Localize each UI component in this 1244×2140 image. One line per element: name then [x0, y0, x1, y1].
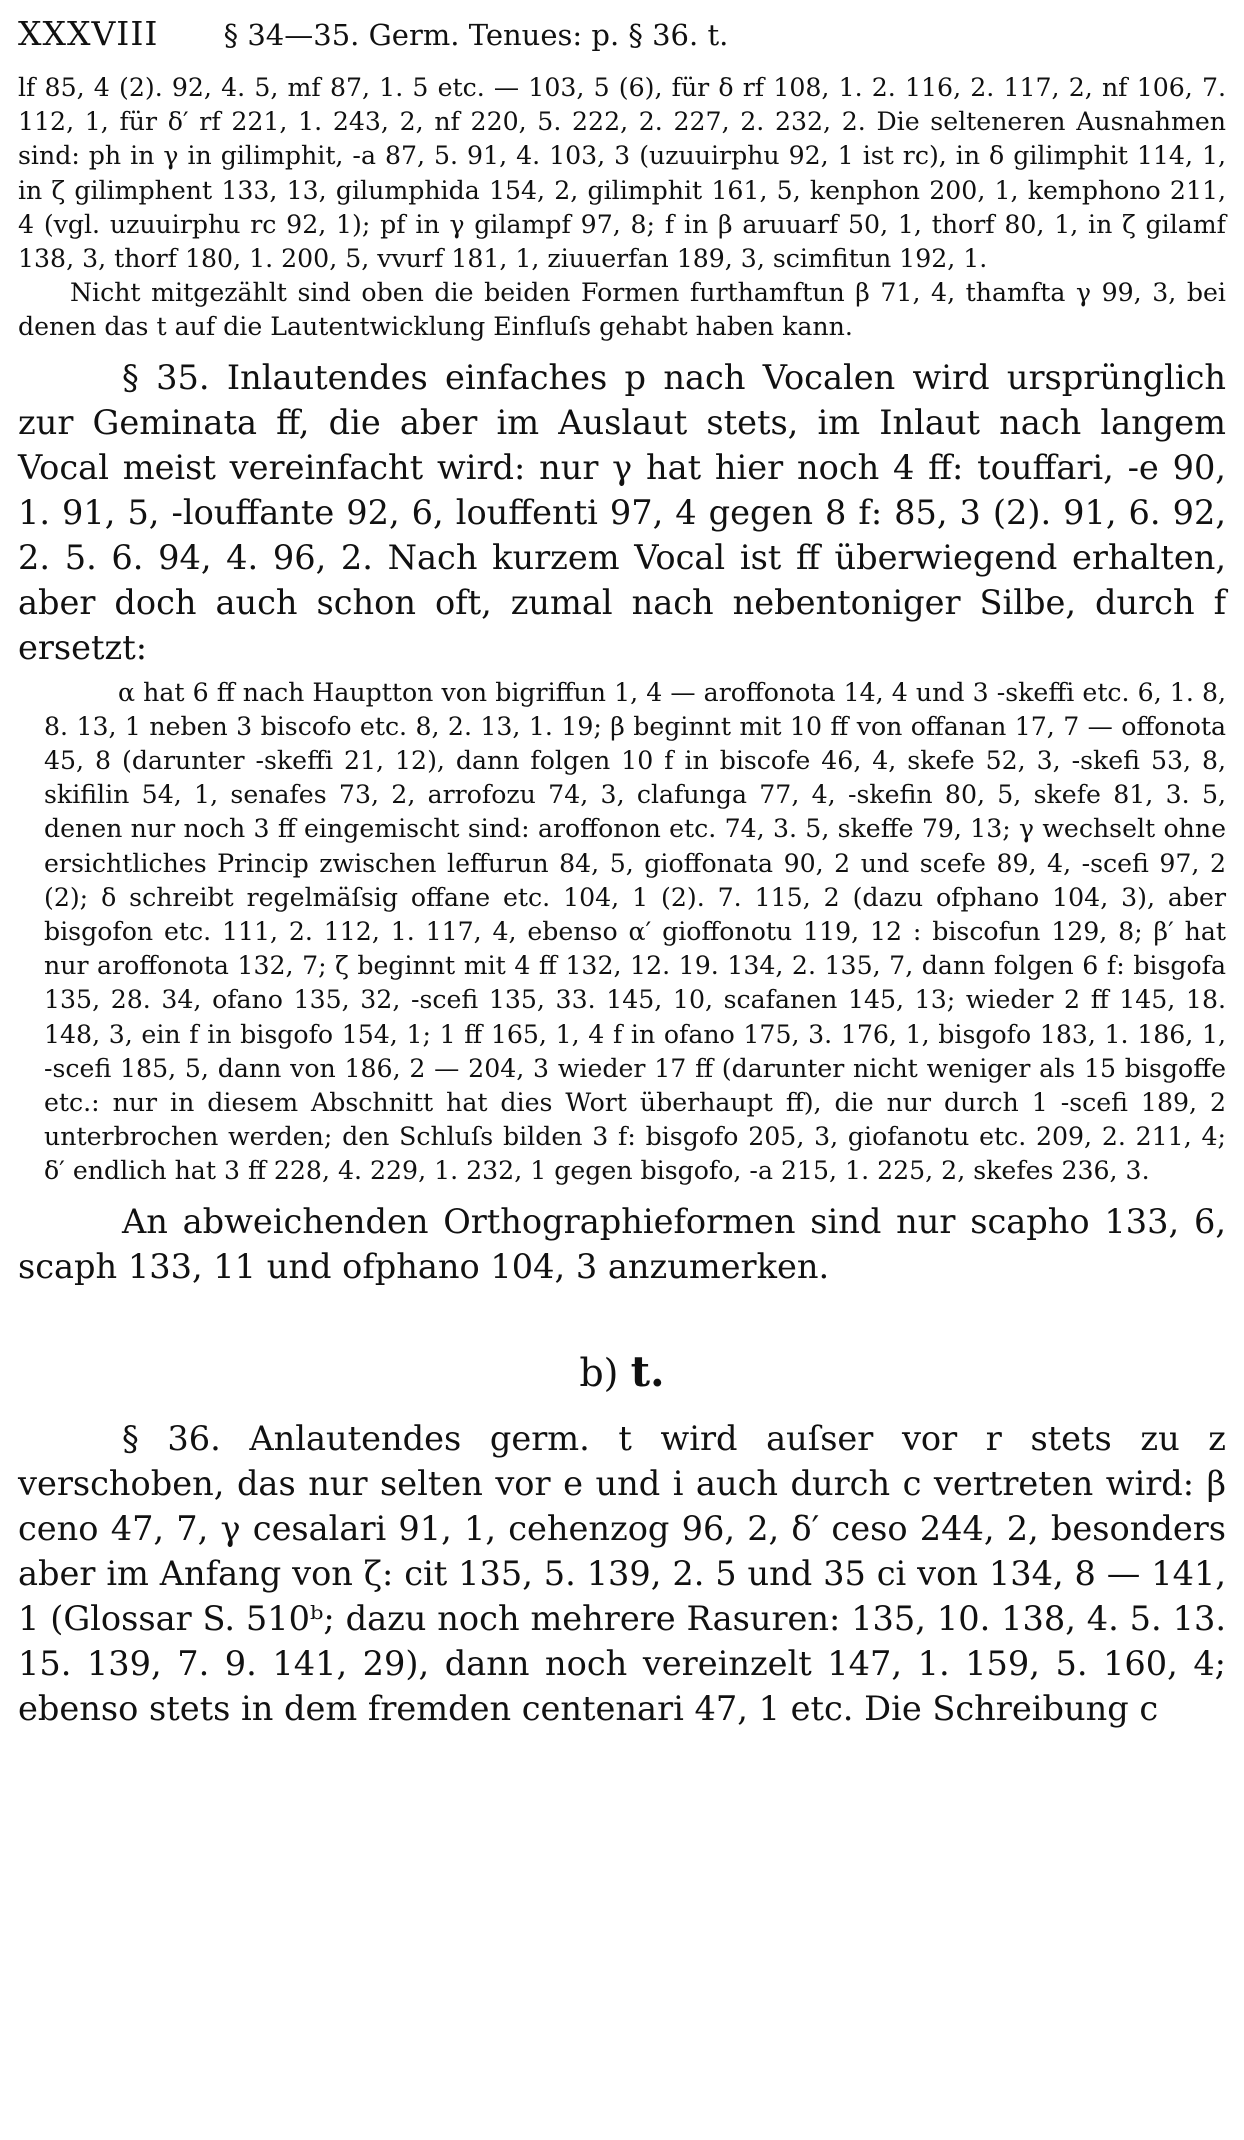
subsection-heading [18, 1347, 1226, 1398]
subsection-letter: t. [630, 1346, 665, 1396]
running-head [18, 14, 1226, 55]
page-number: XXXVIII [18, 14, 159, 53]
continuation-paragraph: lf 85, 4 (2). 92, 4. 5, mf 87, 1. 5 etc. — 103, 5 (6), für δ rf 108, 1. 2. 116, 2. 117, 2, nf 106, 7. 112, 1, für δ′ rf 221, 1. 243, 2, nf 220, 5. 222, 2. 227, 2. 232, 2. Die selteneren Ausnahmen sind: ph in γ in gilimphit, -a 87, 5. 91, 4. 103, 3 (uzuuirphu 92, 1 ist rc), in δ gilimphit 114, 1, in ζ gilimphent 133, 13, gilumphida 154, 2, gilimphit 161, 5, kenphon 200, 1, kemphono 211, 4 (vgl. uzuuirphu rc 92, 1); pf in γ gilampf 97, 8; f in β aruuarf 50, 1, thorf 80, 1, in ζ gilamf 138, 3, thorf 180, 1. 200, 5, vvurf 181, 1, ziuuerfan 189, 3, scimfitun 192, 1. [18, 73, 1226, 274]
running-title: Germ. Tenues: p. [368, 18, 620, 52]
next-section: § 36. t. [628, 18, 729, 52]
section-range: § 34—35. [223, 18, 360, 52]
subsection-label: b) [579, 1350, 619, 1395]
section-35-intro: § 35. Inlautendes einfaches p nach Vocalen wird ursprünglich zur Geminata ff, die aber im Auslaut stets, im Inlaut nach langem Vocal meist vereinfacht wird: nur γ hat hier noch 4 ff: touffari, -e 90, 1. 91, 5, -louffante 92, 6, louffenti 97, 4 gegen 8 f: 85, 3 (2). 91, 6. 92, 2. 5. 6. 94, 4. 96, 2. Nach kurzem Vocal ist ff überwiegend erhalten, aber doch auch schon oft, zumal nach nebentoniger Silbe, durch f ersetzt: [18, 357, 1226, 667]
note-paragraph: Nicht mitgezählt sind oben die beiden Formen furthamftun β 71, 4, thamfta γ 99, 3, bei denen das t auf die Lautentwicklung Einfluſs gehabt haben kann. [18, 278, 1226, 342]
section-35-detail: α hat 6 ff nach Hauptton von bigriffun 1, 4 — aroffonota 14, 4 und 3 -skeffi etc. 6, 1. 8, 8. 13, 1 neben 3 biscofo etc. 8, 2. 13, 1. 19; β beginnt mit 10 ff von offanan 17, 7 — offonota 45, 8 (darunter -skeffi 21, 12), dann folgen 10 f in biscofe 46, 4, skefe 52, 3, -skefi 53, 8, skifilin 54, 1, senafes 73, 2, arrofozu 74, 3, clafunga 77, 4, -skefin 80, 5, skefe 81, 3. 5, denen nur noch 3 ff eingemischt sind: aroffonon etc. 74, 3. 5, skeffe 79, 13; γ wechselt ohne ersichtliches Princip zwischen leffurun 84, 5, gioffonata 90, 2 und scefe 89, 4, -scefi 97, 2 (2); δ schreibt regelmäſsig offane etc. 104, 1 (2). 7. 115, 2 (dazu ofphano 104, 3), aber bisgofon etc. 111, 2. 112, 1. 117, 4, ebenso α′ gioffonotu 119, 12 : biscofun 129, 8; β′ hat nur aroffonota 132, 7; ζ beginnt mit 4 ff 132, 12. 19. 134, 2. 135, 7, dann folgen 6 f: bisgofa 135, 28. 34, ofano 135, 32, -scefi 135, 33. 145, 10, scafanen 145, 13; wieder 2 ff 145, 18. 148, 3, ein f in bisgofo 154, 1; 1 ff 165, 1, 4 f in ofano 175, 3. 176, 1, bisgofo 183, 1. 186, 1, -scefi 185, 5, dann von 186, 2 — 204, 3 wieder 17 ff (darunter nicht weniger als 15 bisgoffe etc.: nur in diesem Abschnitt hat dies Wort überhaupt ff), die nur durch 1 -scefi 189, 2 unterbrochen werden; den Schluſs bilden 3 f: bisgofo 205, 3, giofanotu etc. 209, 2. 211, 4; δ′ endlich hat 3 ff 228, 4. 229, 1. 232, 1 gegen bisgofo, -a 215, 1. 225, 2, skefes 236, 3. [44, 677, 1226, 1186]
section-35-orthography: An abweichenden Orthographieformen sind nur scapho 133, 6, scaph 133, 11 und ofphano 104, 3 anzumerken. [18, 1201, 1226, 1286]
section-36-text: § 36. Anlautendes germ. t wird auſser vor r stets zu z verschoben, das nur selten vor e und i auch durch c vertreten wird: β ceno 47, 7, γ cesalari 91, 1, cehenzog 96, 2, δ′ ceso 244, 2, besonders aber im Anfang von ζ: cit 135, 5. 139, 2. 5 und 35 ci von 134, 8 — 141, 1 (Glossar S. 510ᵇ; dazu noch mehrere Rasuren: 135, 10. 138, 4. 5. 13. 15. 139, 7. 9. 141, 29), dann noch vereinzelt 147, 1. 159, 5. 160, 4; ebenso stets in dem fremden centenari 47, 1 etc. Die Schreibung c [18, 1418, 1226, 1728]
